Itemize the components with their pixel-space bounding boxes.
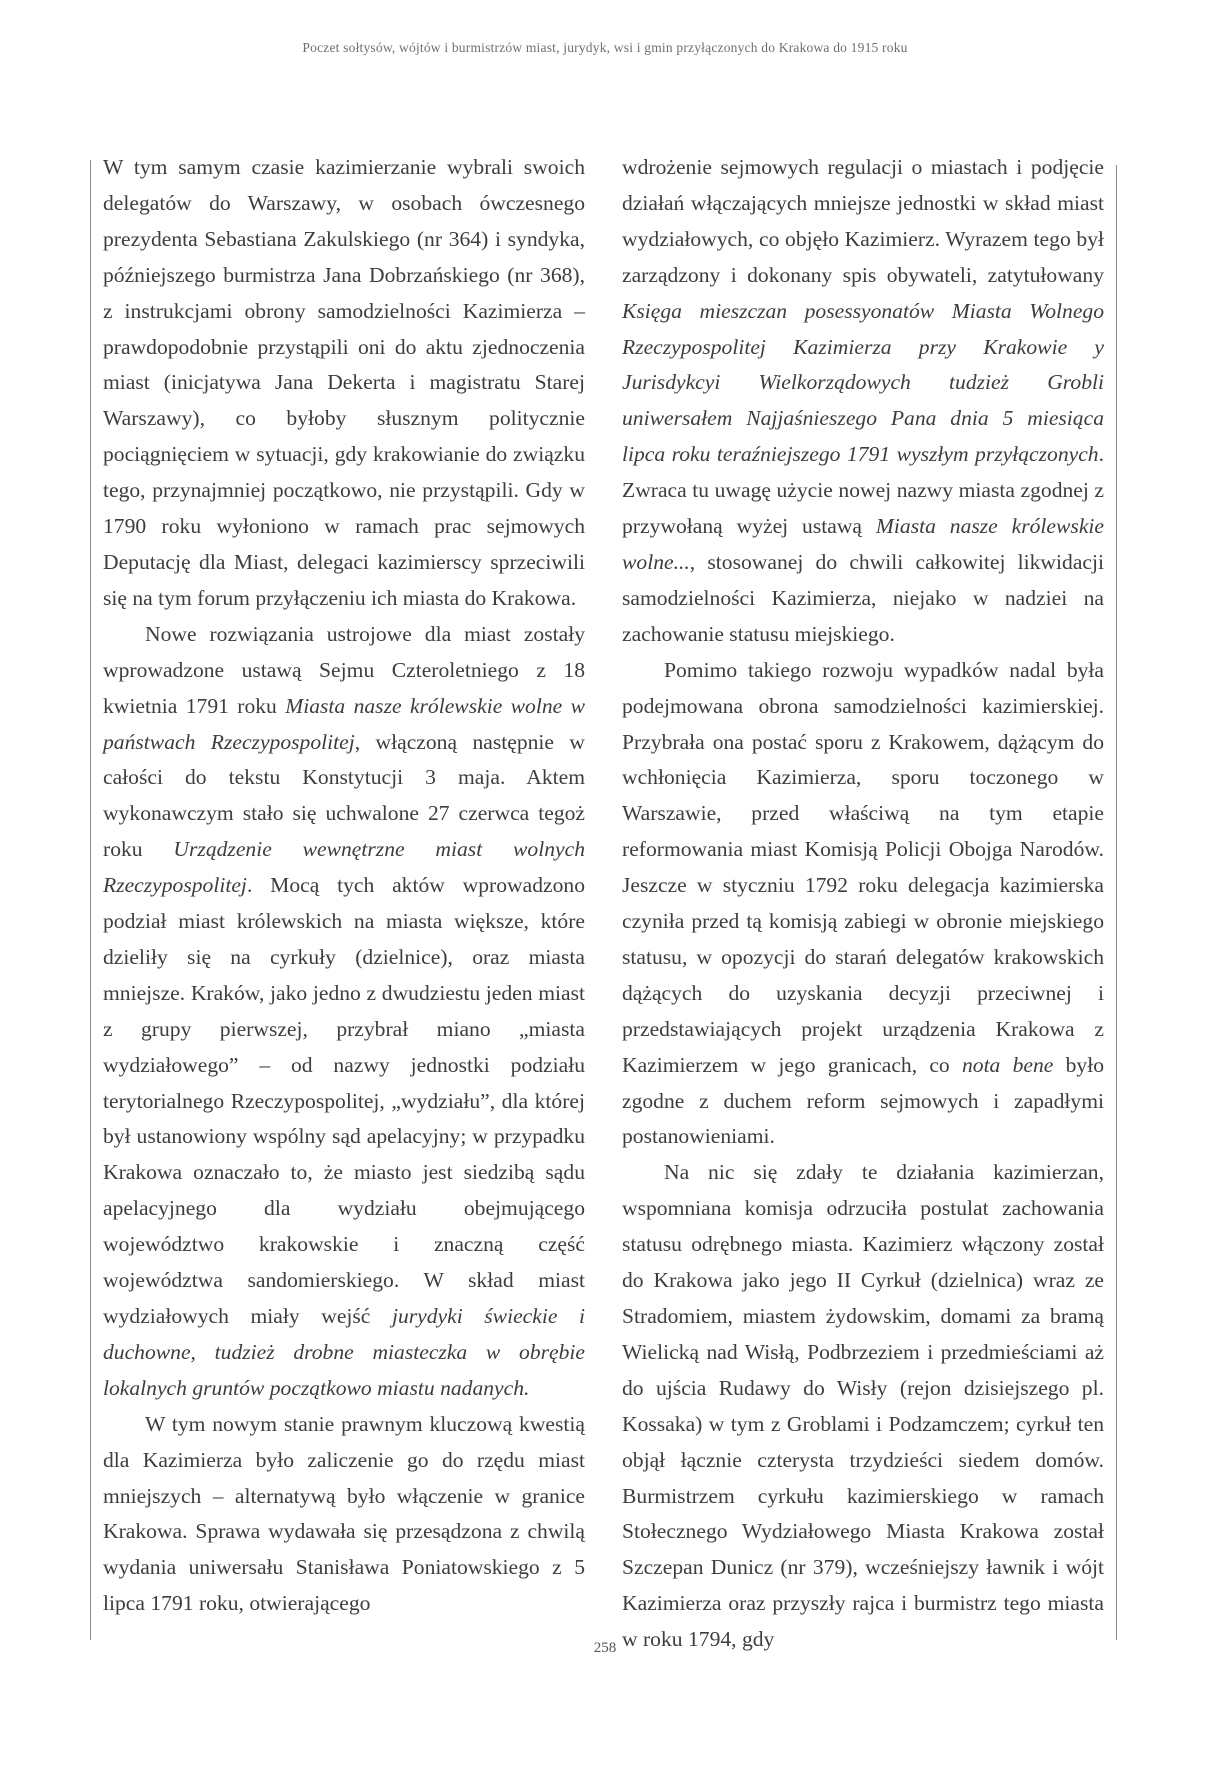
left-margin-rule — [90, 160, 91, 1640]
italic-title: Księga mieszczan posessyonatów Miasta Wolnego Rzeczypospolitej Kazimierza przy Krakowie y Jurisdykcyi Wielkorządowych tudzież Grobli uniwersałem Najjaśnieszego Pana dnia 5 miesiąca lipca roku teraźniejszego 1791 wyszłym przyłączonych — [622, 298, 1104, 467]
italic-title: Urządzenie wewnętrzne miast wolnych Rzeczypospolitej — [103, 837, 585, 898]
running-header: Poczet sołtysów, wójtów i burmistrzów miast, jurydyk, wsi i gmin przyłączonych do Krakowa do 1915 roku — [302, 40, 908, 55]
paragraph: W tym samym czasie kazimierzanie wybrali swoich delegatów do Warszawy, w osobach ówczesnego prezydenta Sebastiana Zakulskiego (nr 364) i syndyka, późniejszego burmistrza Jana Dobrzańskiego (nr 368), z instrukcjami obrony samodzielności Kazimierza – prawdopodobnie przystąpili oni do aktu zjednoczenia miast (inicjatywa Jana Dekerta i magistratu Starej Warszawy), co byłoby słusznym politycznie pociągnięciem w sytuacji, gdy krakowianie do związku tego, przynajmniej początkowo, nie przystąpili. Gdy w 1790 roku wyłoniono w ramach prac sejmowych Deputację dla Miast, delegaci kazimierscy sprzeciwili się na tym forum przyłączeniu ich miasta do Krakowa. — [103, 155, 585, 610]
paragraph: wdrożenie sejmowych regulacji o miastach i podjęcie działań włączających mniejsze jednostki w skład miast wydziałowych, co objęło Kazimierz. Wyrazem tego był zarządzony i dokonany spis obywateli, zatytułowany Księga mieszczan posessyonatów Miasta Wolnego Rzeczypospolitej Kazimierza przy Krakowie y Jurisdykcyi Wielkorządowych tudzież Grobli uniwersałem Najjaśnieszego Pana dnia 5 miesiąca lipca roku teraźniejszego 1791 wyszłym przyłączonych. Zwraca tu uwagę użycie nowej nazwy miasta zgodnej z przywołaną wyżej ustawą Miasta nasze królewskie wolne..., stosowanej do chwili całkowitej likwidacji samodzielności Kazimierza, niejako w nadziei na zachowanie statusu miejskiego. — [622, 155, 1104, 646]
italic-phrase: nota bene — [961, 1052, 1054, 1077]
right-text-column — [622, 150, 1104, 1658]
left-text-column — [103, 150, 585, 1622]
paragraph: Pomimo takiego rozwoju wypadków nadal była podejmowana obrona samodzielności kazimierskiej. Przybrała ona postać sporu z Krakowem, dążącym do wchłonięcia Kazimierza, sporu toczonego w Warszawie, przed właściwą na tym etapie reformowania miast Komisją Policji Obojga Narodów. Jeszcze w styczniu 1792 roku delegacja kazimierska czyniła przed tą komisją zabiegi w obronie miejskiego statusu, w opozycji do starań delegatów krakowskich dążących do uzyskania decyzji przeciwnej i przedstawiających projekt urządzenia Krakowa z Kazimierzem w jego granicach, co nota bene było zgodne z duchem reform sejmowych i zapadłymi postanowieniami. — [622, 657, 1104, 1149]
paragraph: Na nic się zdały te działania kazimierzan, wspomniana komisja odrzuciła postulat zachowania statusu odrębnego miasta. Kazimierz włączony został do Krakowa jako jego II Cyrkuł (dzielnica) wraz ze Stradomiem, miastem żydowskim, domami za bramą Wielicką nad Wisłą, Podbrzeziem i przedmieściami aż do ujścia Rudawy do Wisły (rejon dzisiejszego pl. Kossaka) w tym z Groblami i Podzamczem; cyrkuł ten objął łącznie czterysta trzydzieści siedem domów. Burmistrzem cyrkułu kazimierskiego w ramach Stołecznego Wydziałowego Miasta Krakowa został Szczepan Dunicz (nr 379), wcześniejszy ławnik i wójt Kazimierza oraz przyszły rajca i burmistrz tego miasta w roku 1794, gdy — [622, 1160, 1104, 1652]
page-number: 258 — [593, 1640, 617, 1656]
right-margin-rule — [1116, 165, 1117, 1640]
italic-quote: jurydyki świeckie i duchowne, tudzież drobne miasteczka w obrębie lokalnych gruntów początkowo miastu nadanych. — [103, 1304, 585, 1400]
paragraph: W tym nowym stanie prawnym kluczową kwestią dla Kazimierza było zaliczenie go do rzędu miast mniejszych – alternatywą było włączenie w granice Krakowa. Sprawa wydawała się przesądzona z chwilą wydania uniwersału Stanisława Poniatowskiego z 5 lipca 1791 roku, otwierającego — [103, 1411, 585, 1616]
italic-title: Miasta nasze królewskie wolne... — [622, 514, 1104, 574]
paragraph: Nowe rozwiązania ustrojowe dla miast zostały wprowadzone ustawą Sejmu Czteroletniego z 18 kwietnia 1791 roku Miasta nasze królewskie wolne w państwach Rzeczypospolitej, włączoną następnie w całości do tekstu Konstytucji 3 maja. Aktem wykonawczym stało się uchwalone 27 czerwca tegoż roku Urządzenie wewnętrzne miast wolnych Rzeczypospolitej. Mocą tych aktów wprowadzono podział miast królewskich na miasta większe, które dzieliły się na cyrkuły (dzielnice), oraz miasta mniejsze. Kraków, jako jedno z dwudziestu jeden miast z grupy pierwszej, przybrał miano „miasta wydziałowego” – od nazwy jednostki podziału terytorialnego Rzeczypospolitej, „wydziału”, dla której był ustanowiony wspólny sąd apelacyjny; w przypadku Krakowa oznaczało to, że miasto jest siedzibą sądu apelacyjnego dla wydziału obejmującego województwo krakowskie i znaczną część województwa sandomierskiego. W skład miast wydziałowych miały wejść jurydyki świeckie i duchowne, tudzież drobne miasteczka w obrębie lokalnych gruntów początkowo miastu nadanych. — [103, 621, 586, 1400]
italic-title: Miasta nasze królewskie wolne w państwach Rzeczypospolitej — [103, 693, 585, 754]
